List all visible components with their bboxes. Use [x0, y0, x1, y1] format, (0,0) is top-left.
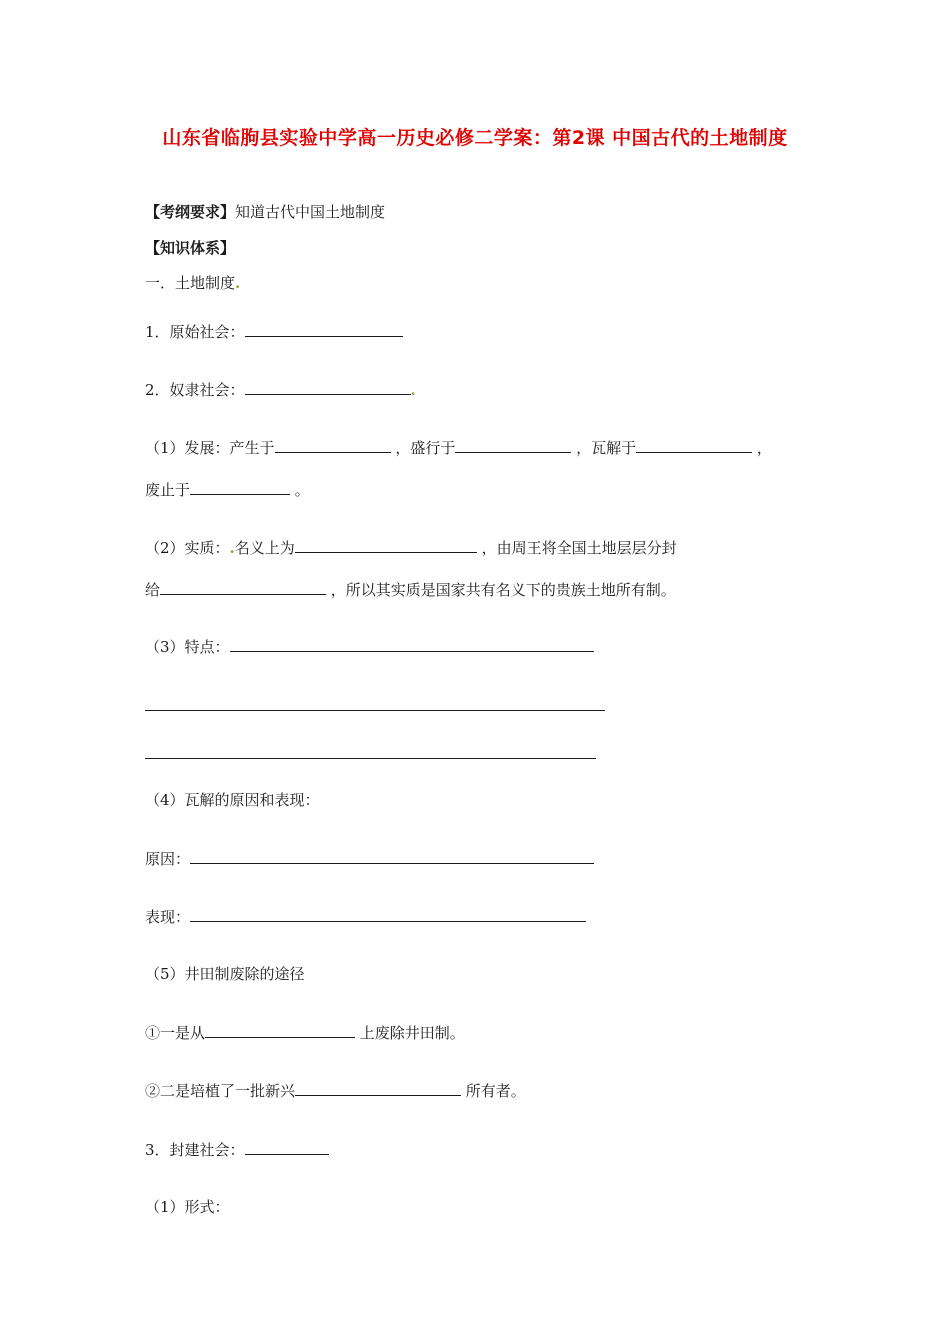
fill-blank[interactable]: [190, 906, 586, 922]
form-heading: （1）形式：: [145, 1198, 230, 1216]
fill-blank[interactable]: [190, 479, 290, 495]
abolition-heading: （5）井田制废除的途径: [145, 965, 305, 983]
fill-blank[interactable]: [160, 579, 326, 595]
text-segment: （1）发展：产生于: [145, 439, 275, 457]
fill-blank[interactable]: [230, 636, 594, 652]
essence-line-2: [145, 579, 676, 600]
text-segment: 所有者。: [465, 1082, 526, 1100]
development-line: [145, 437, 772, 458]
fill-blank[interactable]: [295, 537, 477, 553]
path-two: [145, 1080, 526, 1101]
exam-requirement: [145, 202, 385, 222]
text-segment: 废止于: [145, 481, 191, 499]
item-label: 1．原始社会：: [145, 323, 245, 341]
collapse-heading: （4）瓦解的原因和表现：: [145, 791, 320, 809]
fill-blank[interactable]: [636, 437, 752, 453]
exam-requirement-text: 知道古代中国土地制度: [235, 203, 386, 221]
mark-dot: .: [235, 274, 241, 292]
text-segment: 表现：: [145, 908, 191, 926]
features-line: [145, 636, 594, 657]
text-segment: 原因：: [145, 850, 191, 868]
fill-blank[interactable]: [295, 1080, 461, 1096]
section-heading-text: 一．土地制度: [145, 274, 236, 292]
manifestation-line: [145, 906, 586, 927]
fill-blank[interactable]: [190, 848, 594, 864]
text-segment: ②二是培植了一批新兴: [145, 1082, 296, 1100]
path-one: [145, 1022, 465, 1043]
essence-line: [145, 537, 677, 558]
fill-blank[interactable]: [205, 1022, 355, 1038]
text-segment: 上废除井田制。: [359, 1024, 465, 1042]
answer-line[interactable]: [145, 710, 605, 711]
fill-blank[interactable]: [245, 1139, 329, 1155]
item-label: 2．奴隶社会：: [145, 381, 245, 399]
text-segment: （3）特点：: [145, 638, 230, 656]
text-segment: ，所以其实质是国家共有名义下的贵族土地所有制。: [330, 581, 676, 599]
fill-blank[interactable]: [275, 437, 391, 453]
reason-line: [145, 848, 594, 869]
development-line-2: [145, 479, 310, 500]
document-title: 山东省临朐县实验中学高一历史必修二学案：第2课 中国古代的土地制度: [162, 127, 788, 149]
text-segment: ，瓦解于: [576, 439, 637, 457]
text-segment: ，: [756, 439, 772, 457]
fill-blank[interactable]: [245, 321, 403, 337]
mark-dot: .: [229, 539, 235, 557]
fill-blank[interactable]: [245, 379, 411, 395]
fill-blank[interactable]: [455, 437, 571, 453]
item-feudal-society: [145, 1139, 329, 1160]
answer-line[interactable]: [145, 758, 596, 759]
text-segment: 。: [294, 481, 310, 499]
text-segment: 给: [145, 581, 161, 599]
mark-dot: .: [410, 381, 416, 399]
text-segment: ，盛行于: [395, 439, 456, 457]
item-slave-society: [145, 379, 416, 400]
text-segment: ①一是从: [145, 1024, 206, 1042]
item-label: 3．封建社会：: [145, 1141, 245, 1159]
knowledge-system-heading: 【知识体系】: [145, 239, 236, 257]
section-heading: [145, 273, 240, 293]
text-segment: 名义上为: [234, 539, 295, 557]
text-segment: （2）实质：: [145, 539, 230, 557]
item-primitive-society: [145, 321, 403, 342]
text-segment: ，由周王将全国土地层层分封: [481, 539, 677, 557]
exam-requirement-label: 【考纲要求】: [145, 203, 236, 221]
